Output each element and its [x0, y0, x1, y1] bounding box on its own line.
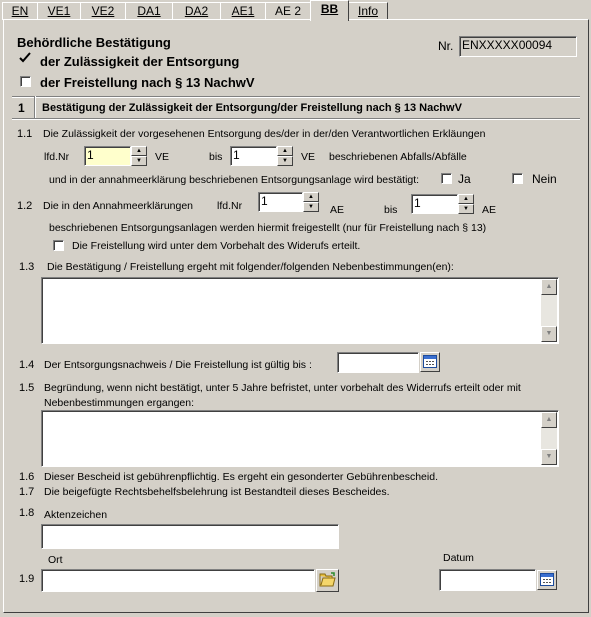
ja-checkbox[interactable]: [441, 173, 452, 184]
item-number: 1.9: [19, 573, 35, 585]
ae-from-input[interactable]: 1: [258, 192, 303, 212]
item-number: 1.8: [19, 507, 35, 519]
ae-to-spinner[interactable]: [458, 194, 474, 214]
ort-input[interactable]: [41, 569, 315, 592]
option-zulaessigkeit-label[interactable]: der Zulässigkeit der Entsorgung: [40, 54, 240, 69]
datum-label: Datum: [443, 552, 474, 564]
ve-label: VE: [155, 151, 170, 163]
ve-from-spinner[interactable]: [131, 146, 147, 166]
scrollbar[interactable]: [541, 412, 557, 465]
tab-ae2[interactable]: AE 2: [265, 2, 311, 20]
calendar-button[interactable]: [420, 352, 440, 372]
s1-2-line2: beschriebenen Entsorgungsanlagen werden hiermit freigestellt (nur für Freistellung nach § 13): [49, 222, 487, 234]
checkmark-icon[interactable]: [19, 52, 32, 65]
ve-label: VE: [301, 151, 316, 163]
divider: [12, 118, 580, 120]
lfdnr-label: lfd.Nr: [217, 200, 243, 212]
tab-bb[interactable]: BB: [310, 0, 349, 21]
item-number: 1.7: [19, 486, 35, 498]
ja-label[interactable]: Ja: [458, 172, 471, 186]
scroll-down-icon[interactable]: ▼: [541, 326, 557, 342]
ae-label: AE: [330, 204, 345, 216]
tab-da1[interactable]: DA1: [125, 2, 173, 20]
nein-label[interactable]: Nein: [532, 172, 557, 186]
spin-up-icon[interactable]: ▲: [458, 194, 474, 204]
tab-ve1[interactable]: VE1: [37, 2, 81, 20]
s1-5-text1: Begründung, wenn nicht bestätigt, unter 5 Jahre befristet, unter vorbehalt des Widerrufs erteilt oder mit: [44, 382, 521, 394]
ort-label: Ort: [48, 554, 63, 566]
ae-label: AE: [482, 204, 497, 216]
ve-to-input[interactable]: 1: [230, 146, 277, 166]
page-title: Behördliche Bestätigung: [17, 35, 171, 50]
divider: [12, 96, 580, 98]
begruendung-textarea[interactable]: [41, 410, 559, 467]
bb-panel: [3, 19, 589, 613]
scroll-down-icon[interactable]: ▼: [541, 449, 557, 465]
spin-up-icon[interactable]: ▲: [131, 146, 147, 156]
nr-label: Nr.: [438, 39, 454, 53]
gueltig-bis-input[interactable]: [337, 352, 419, 373]
s1-2-text: Die in den Annahmeerklärungen: [43, 200, 194, 212]
tab-info[interactable]: Info: [348, 2, 388, 20]
lfdnr-label: lfd.Nr: [44, 151, 70, 163]
ve-to-spinner[interactable]: [277, 146, 293, 166]
spin-down-icon[interactable]: ▼: [458, 204, 474, 214]
s1-4-text: Der Entsorgungsnachweis / Die Freistellung ist gültig bis :: [44, 359, 312, 371]
ort-folder-button[interactable]: [316, 569, 339, 592]
spin-down-icon[interactable]: ▼: [303, 202, 319, 212]
tab-ae1[interactable]: AE1: [220, 2, 266, 20]
s1-3-text: Die Bestätigung / Freistellung ergeht mit folgender/folgenden Nebenbestimmungen(en):: [47, 261, 454, 273]
item-number: 1.1: [17, 128, 33, 140]
spin-up-icon[interactable]: ▲: [277, 146, 293, 156]
item-number: 1.4: [19, 359, 35, 371]
tab-ve2[interactable]: VE2: [80, 2, 126, 20]
option-freistellung-label[interactable]: der Freistellung nach § 13 NachwV: [40, 75, 255, 90]
s1-1-line2: und in der annahmeerklärung beschriebenen Entsorgungsanlage wird bestätigt:: [49, 174, 420, 186]
nebenbestimmungen-textarea[interactable]: [41, 277, 559, 344]
nr-field: ENXXXXX00094: [459, 36, 577, 57]
s1-5-text2: Nebenbestimmungen ergangen:: [44, 397, 195, 409]
widerruf-label[interactable]: Die Freistellung wird unter dem Vorbehalt des Widerufs erteilt.: [72, 240, 361, 252]
s1-6-text: Dieser Bescheid ist gebührenpflichtig. Es ergeht ein gesonderter Gebührenbescheid.: [44, 471, 438, 483]
section-divider: [34, 96, 36, 118]
bis-label: bis: [384, 204, 398, 216]
folder-open-icon: [319, 572, 337, 588]
aktenzeichen-input[interactable]: [41, 524, 339, 549]
option-freistellung-checkbox[interactable]: [20, 76, 31, 87]
ae-from-spinner[interactable]: [303, 192, 319, 212]
item-number: 1.3: [19, 261, 35, 273]
bis-label: bis: [209, 151, 223, 163]
widerruf-checkbox[interactable]: [53, 240, 64, 251]
tab-da2[interactable]: DA2: [172, 2, 221, 20]
scroll-up-icon[interactable]: ▲: [541, 412, 557, 428]
item-number: 1.2: [17, 200, 33, 212]
calendar-icon: [540, 573, 554, 586]
tab-en[interactable]: EN: [2, 2, 38, 20]
aktenzeichen-label: Aktenzeichen: [44, 509, 108, 521]
spin-up-icon[interactable]: ▲: [303, 192, 319, 202]
scrollbar[interactable]: [541, 279, 557, 342]
spin-down-icon[interactable]: ▼: [131, 156, 147, 166]
scroll-up-icon[interactable]: ▲: [541, 279, 557, 295]
ve-from-input[interactable]: 1: [84, 146, 131, 166]
tab-strip: [0, 0, 591, 20]
nein-checkbox[interactable]: [512, 173, 523, 184]
s1-1-text: Die Zulässigkeit der vorgesehenen Entsorgung des/der in der/den Verantwortlichen Erkläungen: [43, 128, 486, 140]
section-title: Bestätigung der Zulässigkeit der Entsorgung/der Freistellung nach § 13 NachwV: [42, 102, 462, 114]
section-number: 1: [18, 101, 25, 115]
spin-down-icon[interactable]: ▼: [277, 156, 293, 166]
ae-to-input[interactable]: 1: [411, 194, 458, 214]
calendar-icon: [423, 355, 437, 368]
item-number: 1.6: [19, 471, 35, 483]
s1-1-after-text: beschriebenen Abfalls/Abfälle: [329, 151, 467, 163]
datum-input[interactable]: [439, 569, 536, 591]
item-number: 1.5: [19, 382, 35, 394]
s1-7-text: Die beigefügte Rechtsbehelfsbelehrung ist Bestandteil dieses Bescheides.: [44, 486, 390, 498]
datum-calendar-button[interactable]: [537, 570, 557, 590]
